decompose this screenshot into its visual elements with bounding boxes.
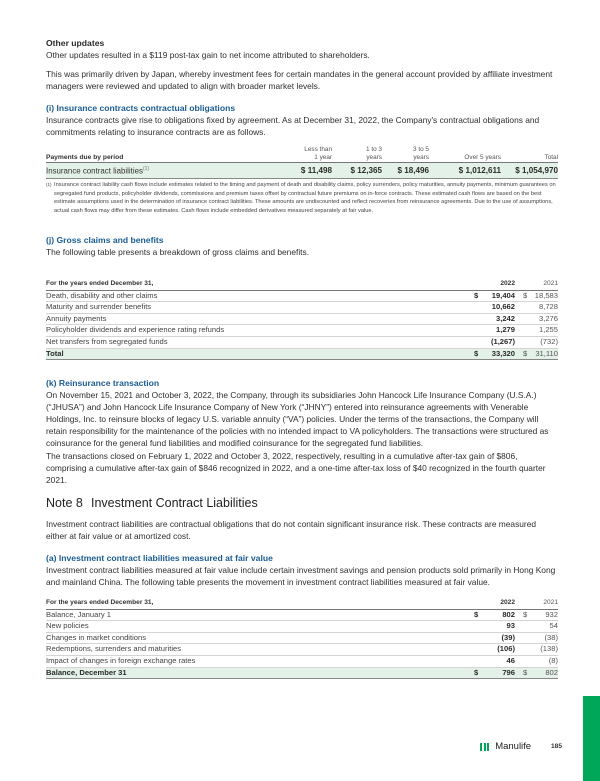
- value-total: $ 1,054,970: [501, 163, 558, 179]
- column-header-less-than-1-year: Less than 1 year: [268, 146, 332, 163]
- column-header-2021: 2021: [515, 279, 558, 290]
- table-row: [46, 302, 558, 314]
- table-row: [46, 621, 558, 633]
- page-number: 185: [551, 743, 563, 750]
- column-header-2021: 2021: [515, 598, 558, 609]
- value-over-5-years: $ 1,012,611: [429, 163, 501, 179]
- total-row: [46, 348, 558, 360]
- gross-claims-table: [46, 279, 558, 360]
- value-2021: $ 932: [515, 609, 558, 621]
- total-label: Balance, December 31: [46, 667, 446, 679]
- value-2021: 54: [515, 621, 558, 633]
- row-label: Insurance contract liabilities$^{(1)}$: [46, 163, 268, 179]
- note-number: Note 8: [46, 496, 83, 510]
- table-row: [46, 609, 558, 621]
- row-label: Policyholder dividends and experience rating refunds: [46, 325, 446, 337]
- column-header-over-5-years: Over 5 years: [429, 146, 501, 163]
- table-row: [46, 644, 558, 656]
- page-edge-tab: [583, 696, 600, 781]
- value-2022: 46: [446, 655, 515, 667]
- table-row: [46, 336, 558, 348]
- other-updates-paragraph-1: Other updates resulted in a $119 post-tax gain to net income attributed to shareholders.: [46, 50, 370, 60]
- value-2022: (39): [446, 632, 515, 644]
- total-2022: $ 796: [446, 667, 515, 679]
- manulife-stripes-icon: [480, 743, 489, 751]
- investment-contract-liabilities-table: [46, 598, 558, 679]
- column-header-2022: 2022: [446, 279, 515, 290]
- table-row: [46, 313, 558, 325]
- table-row: [46, 632, 558, 644]
- value-2022: 10,662: [446, 302, 515, 314]
- value-less-than-1-year: $ 11,498: [268, 163, 332, 179]
- value-2022: 93: [446, 621, 515, 633]
- row-label: New policies: [46, 621, 446, 633]
- value-2021: (38): [515, 632, 558, 644]
- column-header-period: For the years ended December 31,: [46, 598, 446, 609]
- total-label: Total: [46, 348, 446, 360]
- total-2021: $ 802: [515, 667, 558, 679]
- value-2022: (1,267): [446, 336, 515, 348]
- value-2022: (106): [446, 644, 515, 656]
- table-row: [46, 163, 558, 179]
- total-row: [46, 667, 558, 679]
- table-header-row: [46, 279, 558, 290]
- table-row: [46, 655, 558, 667]
- row-label: Redemptions, surrenders and maturities: [46, 644, 446, 656]
- section-k-paragraph-2: The transactions closed on February 1, 2022 and October 3, 2022, respectively, resulting in a cumulative after-tax gain of $806, comprising a cumulative after-tax gain of $846 recognized in 2022, and a one-time after-tax loss of $40 recognized in the fourth quarter 2021.: [46, 451, 546, 485]
- section-k-heading: (k) Reinsurance transaction: [46, 378, 160, 388]
- note-title-text: Investment Contract Liabilities: [91, 496, 258, 510]
- column-header-period: For the years ended December 31,: [46, 279, 446, 290]
- other-updates-paragraph-2: This was primarily driven by Japan, whereby investment fees for certain mandates in the general account provided by affiliate investment managers were reviewed and updated to align with broader market levels.: [46, 69, 553, 91]
- table-row: [46, 290, 558, 302]
- total-2022: $ 33,320: [446, 348, 515, 360]
- table-row: [46, 325, 558, 337]
- section-a-heading: (a) Investment contract liabilities measured at fair value: [46, 553, 273, 563]
- value-2021: (8): [515, 655, 558, 667]
- column-header-2022: 2022: [446, 598, 515, 609]
- note-8-title: [46, 496, 258, 510]
- section-i-heading: (i) Insurance contracts contractual obligations: [46, 103, 236, 113]
- table-header-row: [46, 146, 558, 163]
- value-2022: 3,242: [446, 313, 515, 325]
- section-j-paragraph: The following table presents a breakdown of gross claims and benefits.: [46, 247, 310, 257]
- column-header-3-to-5-years: 3 to 5 years: [382, 146, 429, 163]
- row-label: Death, disability and other claims: [46, 290, 446, 302]
- row-label: Impact of changes in foreign exchange rates: [46, 655, 446, 667]
- value-2021: 8,728: [515, 302, 558, 314]
- value-2021: (138): [515, 644, 558, 656]
- column-header-total: Total: [501, 146, 558, 163]
- value-2022: $ 802: [446, 609, 515, 621]
- footnote-1: [46, 181, 558, 215]
- manulife-logo: [480, 741, 531, 752]
- section-i-paragraph: Insurance contracts give rise to obligations fixed by agreement. As at December 31, 2022, the Company's contractual obligations and commitments relating to insurance contracts are as follows.: [46, 115, 540, 137]
- footnote-text: Insurance contract liability cash flows include estimates related to the timing and payment of death and disability claims, policy surrenders, policy maturities, annuity payments, minimum guarantees on segregated fund products, policyholder dividends, commissions and premium taxes offset by contractual future premiums on in-force contracts. These estimated cash flows are based on the best estimate assumptions used in the determination of insurance contract liabilities. These amounts are undiscounted and reflect recoveries from reinsurance agreements. Due to the use of assumptions, actual cash flows may differ from these estimates. Cash flows include embedded derivatives measured separately at fair value.: [54, 182, 556, 214]
- total-2021: $ 31,110: [515, 348, 558, 360]
- row-label: Changes in market conditions: [46, 632, 446, 644]
- value-2021: 1,255: [515, 325, 558, 337]
- value-2022: $ 19,404: [446, 290, 515, 302]
- value-2021: (732): [515, 336, 558, 348]
- value-1-to-3-years: $ 12,365: [332, 163, 382, 179]
- brand-name: Manulife: [495, 741, 532, 752]
- row-label: Net transfers from segregated funds: [46, 336, 446, 348]
- row-label: Balance, January 1: [46, 609, 446, 621]
- value-3-to-5-years: $ 18,496: [382, 163, 429, 179]
- value-2021: $ 18,583: [515, 290, 558, 302]
- insurance-obligations-table: [46, 146, 558, 179]
- value-2022: 1,279: [446, 325, 515, 337]
- row-label: Annuity payments: [46, 313, 446, 325]
- column-header-1-to-3-years: 1 to 3 years: [332, 146, 382, 163]
- other-updates-heading: Other updates: [46, 38, 105, 48]
- column-header-period: Payments due by period: [46, 146, 268, 163]
- section-k-paragraph-1: On November 15, 2021 and October 3, 2022, the Company, through its subsidiaries John Hancock Life Insurance Company (U.S.A.) (“JHUSA”) and John Hancock Life Insurance Company of New York (“JHNY”) entered into reinsurance agreements with Venerable Holdings, Inc. to reinsure blocks of legacy U.S. variable annuity (“VA”) policies. Under the terms of the transactions, the Company will retain responsibility for the maintenance of the policies with no intended impact to VA policyholders. The transactions were structured as coinsurance for the general fund liabilities and modified coinsurance for the segregated fund liabilities.: [46, 390, 549, 448]
- row-label: Maturity and surrender benefits: [46, 302, 446, 314]
- section-a-paragraph: Investment contract liabilities measured at fair value include certain investment savings and pension products sold primarily in Hong Kong and mainland China. The following table presents the movement in investment contract liabilities measured at fair value.: [46, 565, 556, 587]
- section-j-heading: (j) Gross claims and benefits: [46, 235, 164, 245]
- value-2021: 3,276: [515, 313, 558, 325]
- note-8-paragraph: Investment contract liabilities are contractual obligations that do not contain significant insurance risk. These contracts are measured either at fair value or at amortized cost.: [46, 519, 537, 541]
- footnote-mark: (1): [46, 182, 52, 187]
- table-header-row: [46, 598, 558, 609]
